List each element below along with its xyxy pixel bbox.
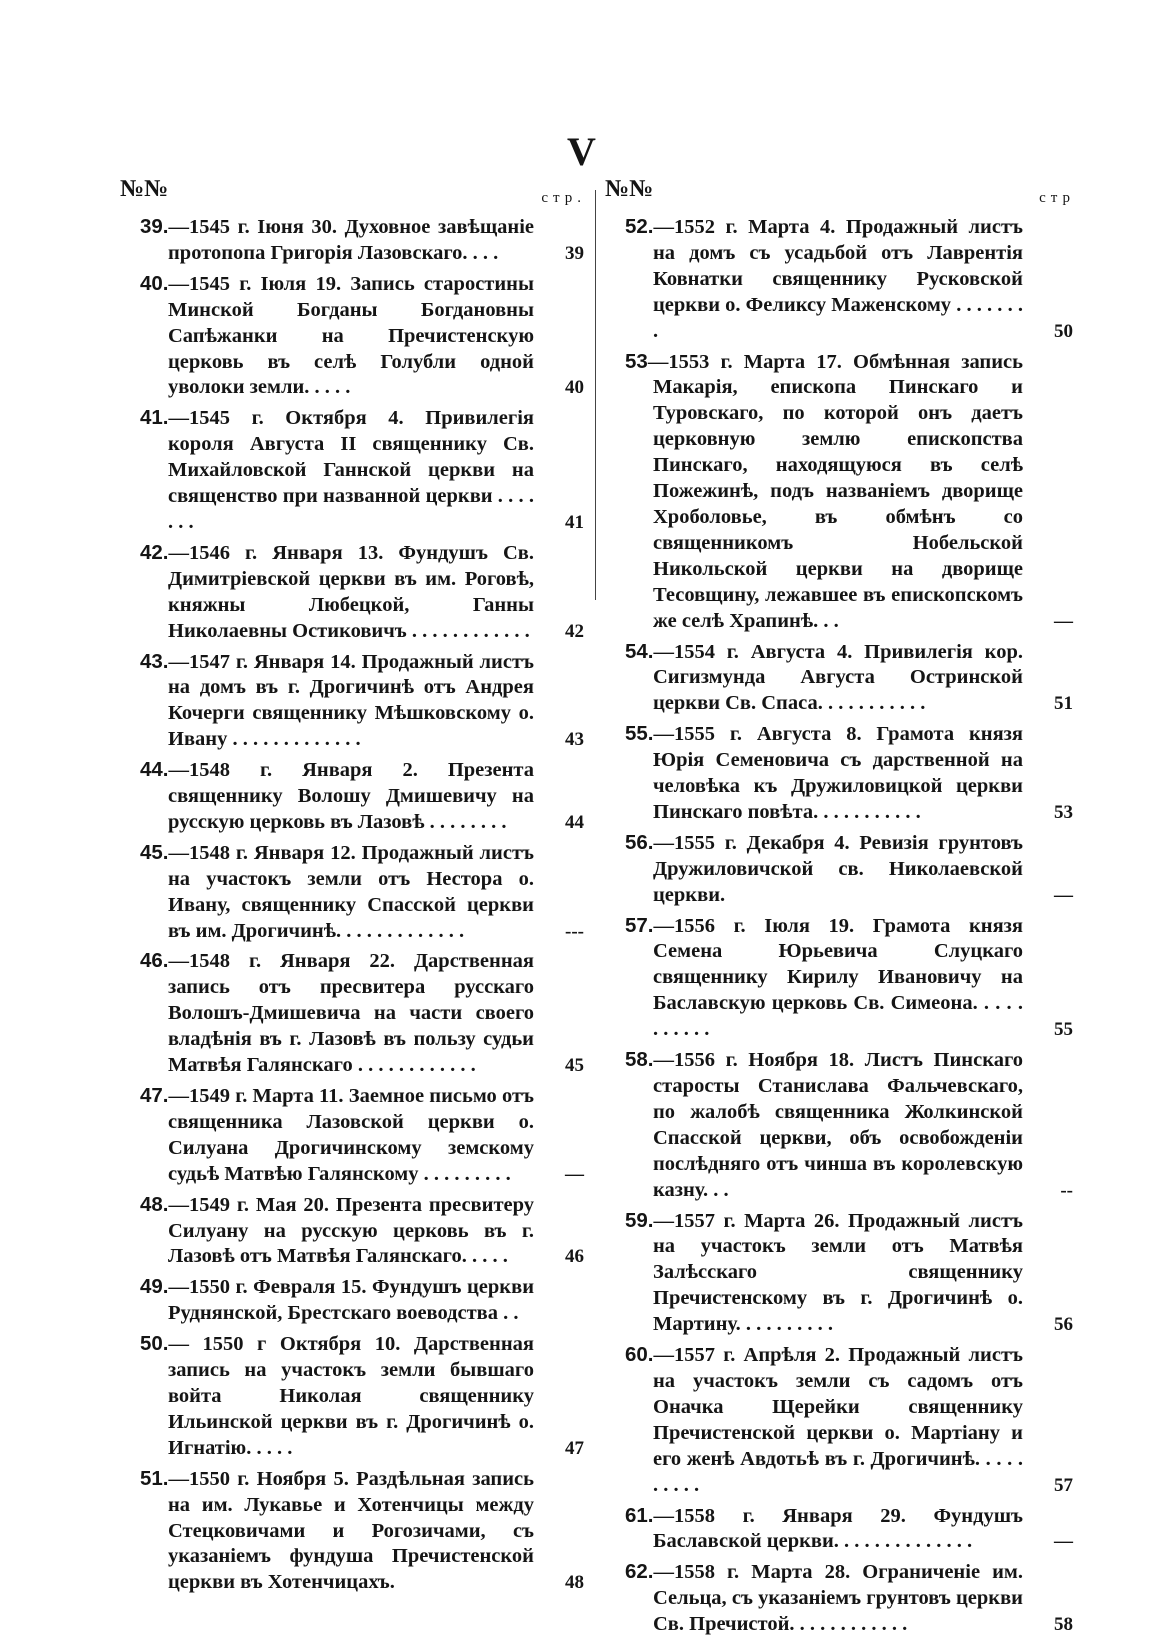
entry-page-number: — <box>1054 884 1073 906</box>
entry-text-block <box>140 1192 534 1271</box>
entry-page-number: 43 <box>565 729 584 751</box>
entry-number: 46. <box>140 949 169 973</box>
entry-page-number: — <box>1054 1531 1073 1553</box>
entry-description: —1549 г. Мая 20. Презента пресвитеру Силуану на русскую церковь въ г. Лазовѣ отъ Матвѣя Галянскаго. . . . . <box>168 1193 534 1268</box>
index-entry <box>120 405 586 536</box>
entry-text-block <box>140 1466 534 1597</box>
entry-description: —1548 г. Января 12. Продажный листъ на участокъ земли отъ Нестора о. Ивану, священнику Спасской церкви въ им. Дрогичинѣ. . . . . . . . . . . . . <box>168 841 534 942</box>
entry-number: 47. <box>140 1084 169 1107</box>
entry-description: —1546 г. Января 13. Фундушъ Св. Димитріевской церкви въ им. Роговѣ, княжны Любецкой, Ганны Николаевны Остиковичъ . . . . . . . . . . . . <box>168 541 534 642</box>
entry-description: —1550 г. Февраля 15. Фундушъ церкви Руднянской, Брестскаго воеводства . . <box>168 1276 534 1325</box>
entry-number: 59. <box>625 1208 654 1232</box>
index-entry <box>605 1208 1075 1339</box>
index-entry <box>605 349 1075 635</box>
entry-page-number: 45 <box>565 1055 584 1077</box>
entry-number: 48. <box>140 1192 169 1216</box>
column-divider <box>595 190 596 600</box>
entry-description: —1556 г. Іюля 19. Грамота князя Семена Юрьевича Слуцкаго священнику Кирилу Ивановичу на Баславскую церковь Св. Симеона. . . . . . . . . . . <box>653 914 1023 1041</box>
entry-number: 60. <box>625 1343 654 1367</box>
entry-page-number: — <box>565 1163 584 1185</box>
entry-description: —1557 г. Апрѣля 2. Продажный листъ на участокъ земли съ садомъ отъ Оначка Щерейки священнику Пречистенской церкви о. Мартіану и его женѣ Авдотьѣ въ г. Дрогичинѣ. . . . . . . . . . <box>653 1344 1023 1496</box>
right-column-header <box>605 176 1075 214</box>
entry-number: 49. <box>140 1275 169 1299</box>
entry-page-number: 55 <box>1054 1019 1073 1041</box>
entry-page-number: 41 <box>565 511 584 533</box>
entry-description: —1552 г. Марта 4. Продажный листъ на домъ съ усадьбой отъ Лаврентія Ковнатки священнику Русковской церкви о. Феликсу Маженскому . . . . . . . . <box>653 216 1023 342</box>
entry-number: 42. <box>140 540 169 564</box>
entry-page-number: — <box>1054 610 1073 632</box>
index-entry <box>605 1342 1075 1498</box>
entry-number: 43. <box>140 649 169 673</box>
index-entry <box>120 1083 586 1188</box>
entry-page-number: 47 <box>565 1437 584 1459</box>
entry-text-block <box>625 830 1023 909</box>
entry-text-block <box>140 540 534 645</box>
entry-description: —1545 г. Іюля 19. Запись старостины Минской Богданы Богдановны Сапѣжанки на Пречистенскую церковь въ селѣ Голубли одной уволоки земли. . . . . <box>168 272 534 399</box>
entry-description: —1553 г. Марта 17. Обмѣнная запись Макарія, епископа Пинскаго и Туровскаго, по которой онъ даетъ церковную землю епископства Пинскаго, находящуюся въ селѣ Пожежинѣ, подъ названіемъ дворище Хроболовье, въ обмѣнъ со священникомъ Нобельской Никольской церкви на дворище Тесовщину, лежавшее въ епископскомъ же селѣ Храпинѣ. . . <box>647 350 1023 632</box>
entry-page-number: 44 <box>565 811 584 833</box>
entry-number: 50. <box>140 1332 169 1356</box>
entry-description: —1555 г. Декабря 4. Ревизія грунтовъ Дружиловичской св. Николаевской церкви. <box>653 831 1023 906</box>
index-entry <box>120 1466 586 1597</box>
index-entry <box>120 271 586 402</box>
entry-page-number: 39 <box>565 242 584 264</box>
index-entry <box>605 214 1075 345</box>
entry-description: —1558 г. Марта 28. Ограниченіе им. Сельца, съ указаніемъ грунтовъ церкви Св. Пречистой. . . . . . . . . . . . <box>653 1561 1023 1636</box>
index-entry <box>605 830 1075 909</box>
index-entry <box>605 1559 1075 1638</box>
page-title: V <box>567 129 596 174</box>
entry-number: 41. <box>140 406 169 430</box>
entry-text-block <box>140 1274 534 1327</box>
index-entry <box>120 649 586 754</box>
index-entry <box>605 1503 1075 1556</box>
entry-text-block <box>140 840 534 945</box>
entry-text-block <box>625 639 1023 718</box>
entry-number: 57. <box>625 913 654 937</box>
entry-number: 51. <box>140 1466 169 1490</box>
index-entry <box>120 757 586 836</box>
entry-number: 62. <box>625 1560 654 1584</box>
entry-number: 53 <box>625 349 648 373</box>
entry-page-number: 42 <box>565 620 584 642</box>
index-entry <box>605 913 1075 1044</box>
entry-text-block <box>625 1208 1023 1339</box>
entry-text-block <box>140 948 534 1079</box>
entry-number: 52. <box>625 215 654 238</box>
entry-number: 56. <box>625 830 654 854</box>
entry-text-block <box>140 271 534 402</box>
index-entry <box>120 1192 586 1271</box>
entry-description: —1555 г. Августа 8. Грамота князя Юрія Семеновича съ дарственной на человѣка къ Дружиловицкой церкви Пинскаго повѣта. . . . . . . . . . . <box>653 723 1023 823</box>
index-entry <box>120 840 586 945</box>
entry-description: —1547 г. Января 14. Продажный листъ на домъ въ г. Дрогичинѣ отъ Андрея Кочерги священнику Мѣшковскому о. Ивану . . . . . . . . . . . . . <box>168 650 534 751</box>
page-header: стр <box>1039 190 1075 206</box>
index-entry <box>605 721 1075 826</box>
entry-number: 54. <box>625 639 654 663</box>
index-entry <box>120 214 586 267</box>
entry-page-number: 58 <box>1054 1614 1073 1636</box>
entry-text-block <box>140 757 534 836</box>
entry-text-block <box>625 349 1023 635</box>
entry-page-number: 51 <box>1054 693 1073 715</box>
entry-description: —1548 г. Января 22. Дарственная запись отъ пресвитера русскаго Волошъ-Дмишевича на части своего владѣнія въ г. Лазовѣ въ пользу судьи Матвѣя Галянскаго . . . . . . . . . . . . <box>168 950 534 1077</box>
entry-description: —1554 г. Августа 4. Привилегія кор. Сигизмунда Августа Остринской церкви Св. Спаса. . . . . . . . . . . <box>653 640 1023 715</box>
entry-description: —1545 г. Октября 4. Привилегія короля Августа II священнику Св. Михайловской Ганнской церкви на священство при названной церкви . . . . . . . <box>168 407 534 533</box>
entry-text-block <box>625 913 1023 1044</box>
entry-page-number: 56 <box>1054 1314 1073 1336</box>
entry-number: 40. <box>140 271 169 295</box>
entry-text-block <box>140 214 534 267</box>
entry-page-number: 46 <box>565 1246 584 1268</box>
left-column <box>120 176 586 1600</box>
entry-description: —1549 г. Марта 11. Заемное письмо отъ священника Лазовской церкви о. Силуана Дрогичинскому земскому судьѣ Матвѣю Галянскому . . . . . . . . . <box>168 1085 534 1185</box>
entry-page-number: -- <box>1060 1179 1073 1201</box>
page-header: стр. <box>541 190 586 206</box>
entry-text-block <box>625 1503 1023 1556</box>
entry-text-block <box>140 1331 534 1462</box>
entry-description: —1556 г. Ноября 18. Листъ Пинскаго старосты Станислава Фальчевскаго, по жалобѣ священника Жолкинской Спасской церкви, объ освобожденіи послѣдняго отъ чинша въ королевскую казну. . . <box>653 1049 1023 1201</box>
entry-text-block <box>625 1559 1023 1638</box>
left-column-header <box>120 176 586 214</box>
entry-number: 45. <box>140 840 169 864</box>
entry-page-number: 48 <box>565 1572 584 1594</box>
index-entry <box>120 948 586 1079</box>
entry-text-block <box>140 649 534 754</box>
entry-text-block <box>625 721 1023 826</box>
entry-page-number: 57 <box>1054 1474 1073 1496</box>
number-header: №№ <box>605 176 654 202</box>
entry-description: —1558 г. Января 29. Фундушъ Баславской церкви. . . . . . . . . . . . . . <box>653 1504 1023 1553</box>
number-header: №№ <box>120 176 169 202</box>
index-entry <box>605 639 1075 718</box>
entry-description: —1545 г. Іюня 30. Духовное завѣщаніе протопопа Григорія Лазовскаго. . . . <box>168 216 534 264</box>
entry-page-number: 53 <box>1054 801 1073 823</box>
entry-description: —1557 г. Марта 26. Продажный листъ на участокъ земли отъ Матвѣя Залѣсскаго священнику Пречистенскому въ г. Дрогичинѣ о. Мартину. . . . . . . . . . <box>653 1209 1023 1336</box>
entry-text-block <box>625 1342 1023 1498</box>
entry-description: —1548 г. Января 2. Презента священнику Волошу Дмишевичу на русскую церковь въ Лазовѣ . . . . . . . . <box>168 759 534 833</box>
entry-number: 39. <box>140 215 169 238</box>
entry-text-block <box>140 1083 534 1188</box>
right-column <box>605 176 1075 1642</box>
left-entries <box>120 214 586 1596</box>
entry-number: 61. <box>625 1503 654 1527</box>
entry-page-number: 50 <box>1054 320 1073 342</box>
entry-text-block <box>625 214 1023 345</box>
index-entry <box>120 540 586 645</box>
entry-number: 58. <box>625 1048 654 1072</box>
right-entries <box>605 214 1075 1638</box>
entry-description: — 1550 г Октября 10. Дарственная запись на участокъ земли бывшаго войта Николая священнику Ильинской церкви въ г. Дрогичинѣ о. Игнатію. . . . . <box>168 1333 534 1459</box>
index-entry <box>605 1047 1075 1203</box>
entry-page-number: 40 <box>565 377 584 399</box>
index-entry <box>120 1274 586 1327</box>
entry-description: —1550 г. Ноября 5. Раздѣльная запись на им. Лукавье и Хотенчицы между Стецковичами и Рогозичами, съ указаніемъ фундуша Пречистенской церкви въ Хотенчицахъ. <box>168 1467 534 1594</box>
entry-number: 44. <box>140 758 169 782</box>
index-entry <box>120 1331 586 1462</box>
entry-number: 55. <box>625 722 654 746</box>
entry-page-number: --- <box>565 920 584 942</box>
entry-text-block <box>140 405 534 536</box>
entry-text-block <box>625 1047 1023 1203</box>
